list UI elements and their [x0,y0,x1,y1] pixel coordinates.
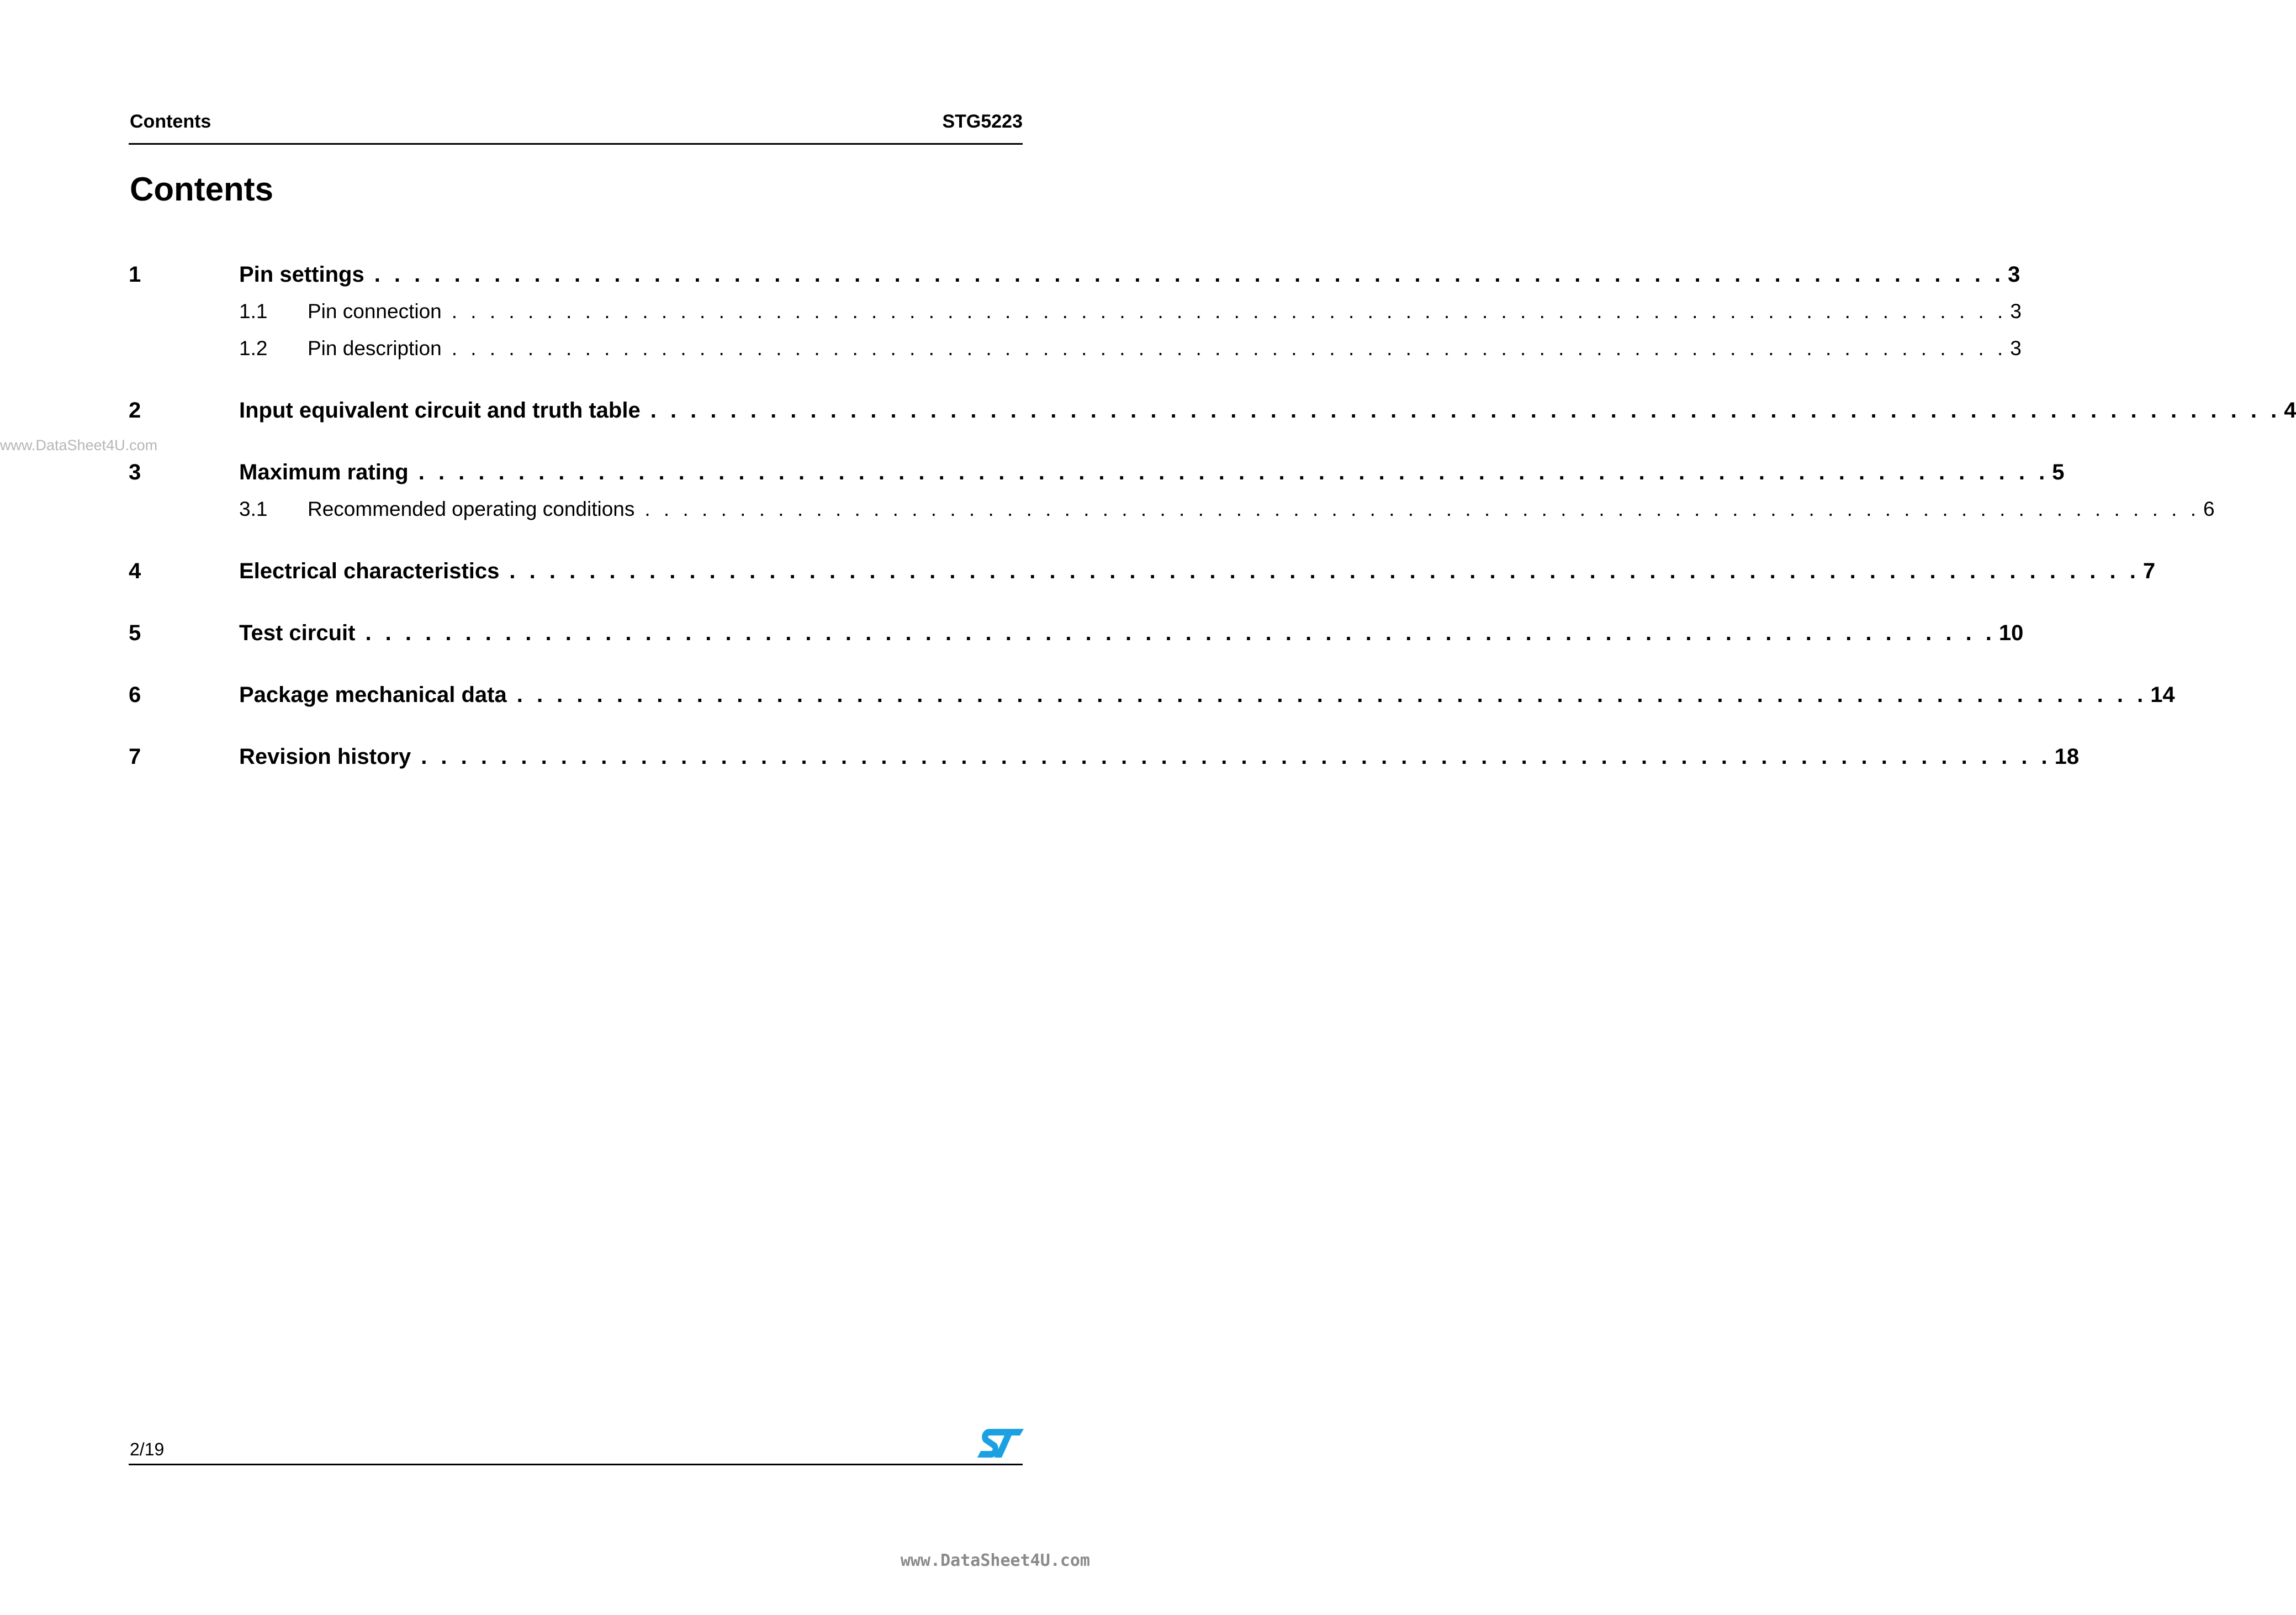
toc-entry-page: 4 [2284,398,2296,423]
toc-entry-page: 3 [2010,300,2022,323]
toc-entry-page: 3 [2010,337,2022,360]
toc-entry-title: Input equivalent circuit and truth table [239,398,641,423]
toc-entry-pin-settings[interactable] [129,261,2020,288]
toc-entry-title: Pin settings [239,262,364,287]
toc-dot-leader: . . . . . . . . . . . . . . . . . . . . . . . . . . . . . . . . . . . . . . . . . . . . . . . . . . . . . . . . . . . . . . . . . . . . . . . . . . . . . . . . . . [516,683,2147,707]
toc-entry-package-mechanical-data[interactable] [129,682,2175,708]
toc-entry-number: 6 [129,683,141,707]
toc-dot-leader: . . . . . . . . . . . . . . . . . . . . . . . . . . . . . . . . . . . . . . . . . . . . . . . . . . . . . . . . . . . . . . . . . . . . . . . . . . . . . . . . . . [365,621,1996,645]
toc-entry-input-equivalent-circuit[interactable] [129,397,2296,424]
toc-entry-title: Pin connection [308,300,442,323]
toc-entry-test-circuit[interactable] [129,620,2024,646]
toc-entry-title: Pin description [308,337,442,360]
toc-entry-title: Package mechanical data [239,683,507,707]
toc-dot-leader: . . . . . . . . . . . . . . . . . . . . . . . . . . . . . . . . . . . . . . . . . . . . . . . . . . . . . . . . . . . . . . . . . . . . . . . . . . . . . . . . . . [421,745,2051,769]
toc-entry-number: 5 [129,621,141,645]
toc-entry-number: 2 [129,398,141,423]
toc-dot-leader: . . . . . . . . . . . . . . . . . . . . . . . . . . . . . . . . . . . . . . . . . . . . . . . . . . . . . . . . . . . . . . . . . . . . . . . . . . . . . . . . . . [418,460,2049,484]
toc-entry-number: 3 [129,460,141,484]
footer-rule [129,1464,1023,1465]
toc-entry-number: 1 [129,262,141,287]
toc-dot-leader: . . . . . . . . . . . . . . . . . . . . . . . . . . . . . . . . . . . . . . . . . . . . . . . . . . . . . . . . . . . . . . . . . . . . . . . . . . . . . . . . . . [650,398,2281,423]
watermark-text: www.DataSheet4U.com [0,437,158,453]
toc-entry-pin-description[interactable] [129,336,2022,361]
toc-entry-title: Maximum rating [239,460,409,484]
toc-entry-number: 3.1 [239,498,268,520]
running-header-part-number: STG5223 [942,111,1023,132]
toc-entry-pin-connection[interactable] [129,299,2022,324]
watermark-url: www.DataSheet4U.com [900,1551,1090,1570]
toc-entry-page: 5 [2052,460,2065,484]
toc-entry-number: 4 [129,559,141,583]
toc-entry-page: 7 [2142,559,2156,583]
toc-entry-electrical-characteristics[interactable] [129,558,2156,584]
toc-entry-number: 7 [129,745,141,769]
toc-dot-leader: . . . . . . . . . . . . . . . . . . . . . . . . . . . . . . . . . . . . . . . . . . . . . . . . . . . . . . . . . . . . . . . . . . . . . . . . . . . . . . . . . . [509,559,2140,583]
toc-entry-page: 10 [1998,621,2024,645]
toc-dot-leader: . . . . . . . . . . . . . . . . . . . . . . . . . . . . . . . . . . . . . . . . . . . . . . . . . . . . . . . . . . . . . . . . . . . . . . . . . . . . . . . . . . [374,262,2005,287]
toc-entry-number: 1.2 [239,337,268,360]
running-header-section: Contents [130,111,211,132]
toc-entry-maximum-rating[interactable] [129,459,2065,485]
toc-entry-title: Test circuit [239,621,356,645]
toc-dot-leader: . . . . . . . . . . . . . . . . . . . . . . . . . . . . . . . . . . . . . . . . . . . . . . . . . . . . . . . . . . . . . . . . . . . . . . . . . . . . . . . . . . [644,498,2200,520]
header-rule [129,143,1023,145]
toc-dot-leader: . . . . . . . . . . . . . . . . . . . . . . . . . . . . . . . . . . . . . . . . . . . . . . . . . . . . . . . . . . . . . . . . . . . . . . . . . . . . . . . . . . [451,300,2007,323]
page-number: 2/19 [130,1439,165,1459]
toc-entry-title: Revision history [239,745,411,769]
page-title: Contents [130,171,273,208]
st-logo-icon [977,1428,1024,1459]
toc-entry-number: 1.1 [239,300,268,323]
toc-entry-recommended-operating-conditions[interactable] [129,497,2215,522]
toc-entry-title: Recommended operating conditions [308,498,635,520]
toc-entry-page: 18 [2054,745,2080,769]
toc-entry-revision-history[interactable] [129,743,2080,770]
toc-dot-leader: . . . . . . . . . . . . . . . . . . . . . . . . . . . . . . . . . . . . . . . . . . . . . . . . . . . . . . . . . . . . . . . . . . . . . . . . . . . . . . . . . . [451,337,2007,360]
toc-entry-page: 14 [2150,683,2175,707]
toc-entry-page: 6 [2203,498,2215,520]
toc-entry-title: Electrical characteristics [239,559,500,583]
toc-entry-page: 3 [2008,262,2020,287]
